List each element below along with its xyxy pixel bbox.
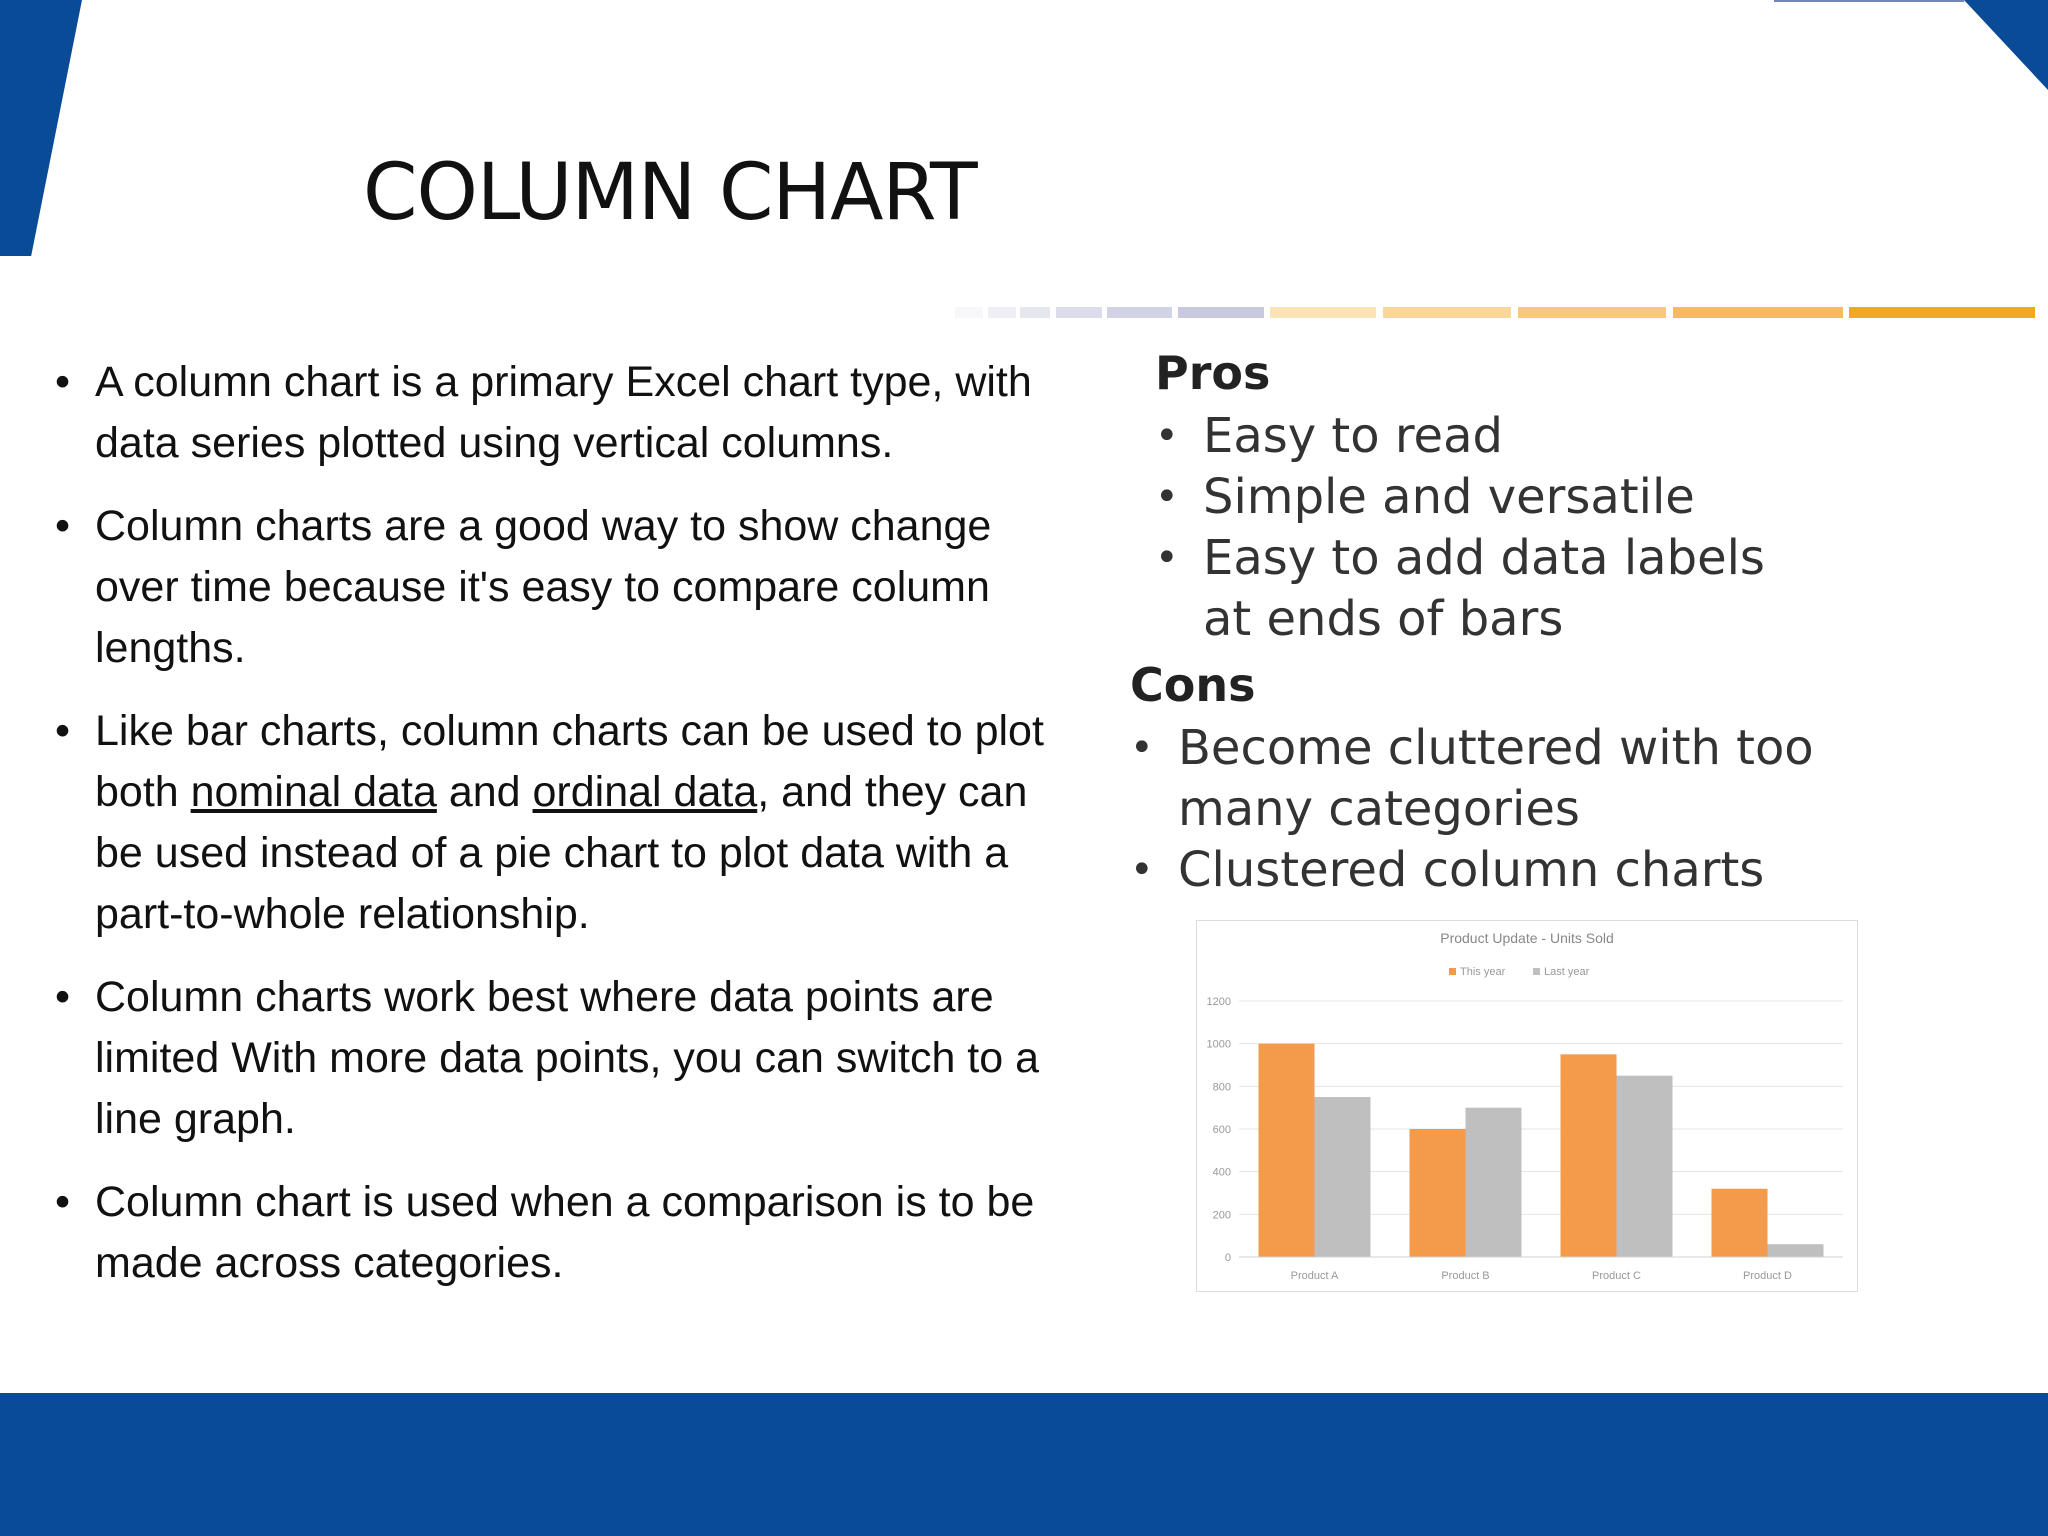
separator-segment bbox=[1270, 307, 1376, 318]
legend-swatch bbox=[1533, 968, 1540, 975]
chart-title: Product Update - Units Sold bbox=[1440, 930, 1614, 946]
separator-segment bbox=[1107, 307, 1172, 318]
left-blue-wedge bbox=[0, 0, 82, 256]
legend-swatch bbox=[1449, 968, 1456, 975]
footer-blue-band bbox=[0, 1393, 2048, 1536]
y-tick-label: 200 bbox=[1212, 1209, 1231, 1222]
cons-item: • Clustered column charts bbox=[1130, 840, 1850, 901]
column-chart-svg bbox=[1197, 921, 1857, 1291]
bullet-item bbox=[55, 496, 1085, 679]
y-tick-label: 600 bbox=[1212, 1124, 1231, 1136]
corner-thin-line bbox=[1774, 0, 1964, 2]
bullet-text: A column chart is a primary Excel chart type, with data series plotted using vertical columns. bbox=[95, 358, 1032, 467]
bullet-item bbox=[55, 701, 1085, 945]
cons-item: • Become cluttered with too many categories bbox=[1130, 718, 1850, 840]
y-tick-label: 1000 bbox=[1206, 1038, 1231, 1051]
cons-list bbox=[1130, 718, 1850, 901]
x-tick-label: Product A bbox=[1290, 1270, 1339, 1282]
description-bullet-list bbox=[55, 352, 1085, 1316]
bar-product-d-this-year bbox=[1712, 1189, 1768, 1257]
bullet-text: Column charts work best where data points are limited With more data points, you can switch to a line graph. bbox=[95, 973, 1040, 1143]
legend-label: This year bbox=[1460, 966, 1506, 978]
separator-segment bbox=[988, 307, 1016, 318]
y-tick-label: 1200 bbox=[1206, 996, 1231, 1008]
bullet-item bbox=[55, 1172, 1085, 1294]
cons-heading: Cons bbox=[1130, 658, 1256, 712]
bullet-text-mid: and bbox=[436, 768, 533, 816]
separator-segment bbox=[1849, 307, 2035, 318]
separator-segment bbox=[1020, 307, 1050, 318]
bar-product-c-this-year bbox=[1561, 1054, 1617, 1257]
separator-segment bbox=[1518, 307, 1666, 318]
pros-item: • Simple and versatile bbox=[1155, 467, 1795, 528]
x-tick-label: Product D bbox=[1743, 1270, 1792, 1282]
separator-segment bbox=[1673, 307, 1843, 318]
bullet-text: Column charts are a good way to show change over time because it's easy to compare column lengths. bbox=[95, 502, 992, 672]
y-tick-label: 400 bbox=[1212, 1166, 1231, 1179]
bar-product-b-this-year bbox=[1410, 1129, 1466, 1257]
bar-product-d-last-year bbox=[1768, 1244, 1824, 1257]
y-tick-label: 0 bbox=[1224, 1252, 1231, 1264]
nominal-data-link[interactable]: nominal data bbox=[190, 768, 437, 816]
ordinal-data-link[interactable]: ordinal data bbox=[532, 768, 758, 816]
bullet-text-pre: Like bar charts, column charts can be used to plot both bbox=[95, 707, 1044, 816]
bullet-item bbox=[55, 967, 1085, 1150]
bar-product-c-last-year bbox=[1617, 1076, 1673, 1257]
separator-segment bbox=[955, 307, 983, 318]
bar-product-b-last-year bbox=[1466, 1108, 1522, 1257]
y-tick-label: 800 bbox=[1212, 1081, 1231, 1094]
separator-segment bbox=[1383, 307, 1511, 318]
bullet-text: Column chart is used when a comparison is to be made across categories. bbox=[95, 1178, 1035, 1287]
bar-product-a-last-year bbox=[1315, 1097, 1371, 1257]
pros-heading: Pros bbox=[1155, 346, 1271, 400]
x-tick-label: Product C bbox=[1592, 1270, 1641, 1282]
legend-label: Last year bbox=[1544, 966, 1590, 978]
x-tick-label: Product B bbox=[1441, 1270, 1490, 1282]
corner-blue-triangle bbox=[1964, 0, 2048, 90]
pros-list bbox=[1155, 406, 1795, 650]
bullet-item bbox=[55, 352, 1085, 474]
pros-item: • Easy to add data labels at ends of bars bbox=[1155, 528, 1795, 650]
pros-item: • Easy to read bbox=[1155, 406, 1795, 467]
slide-title: COLUMN CHART bbox=[363, 148, 977, 238]
separator-segment bbox=[1178, 307, 1264, 318]
separator-segment bbox=[1056, 307, 1102, 318]
bar-product-a-this-year bbox=[1259, 1044, 1315, 1257]
bullet-text-post: , and they can be used instead of a pie chart to plot data with a part-to-whole relationship. bbox=[95, 768, 1028, 938]
embedded-column-chart bbox=[1196, 920, 1858, 1292]
